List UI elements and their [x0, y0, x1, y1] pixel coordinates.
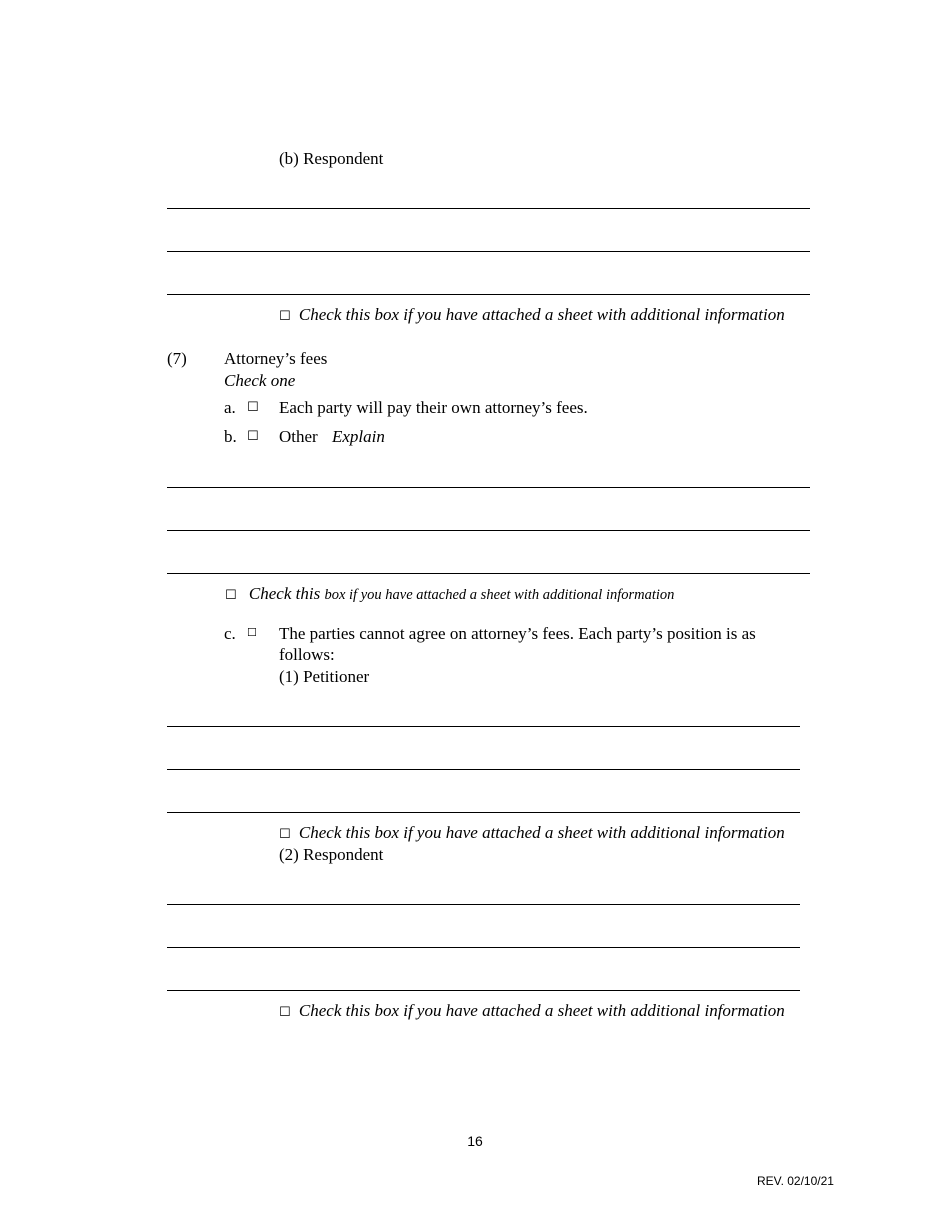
- attachment-notice-rest: box if you have attached a sheet with additional information: [324, 587, 675, 603]
- attachment-notice: [279, 304, 785, 327]
- option-b-text: [279, 426, 385, 447]
- option-c-letter: c.: [224, 624, 236, 643]
- option-c-text-line1: The parties cannot agree on attorney’s fees. Each party’s position is as: [279, 624, 756, 643]
- answer-line[interactable]: [167, 530, 810, 531]
- attachment-notice: [279, 1000, 785, 1023]
- option-a-letter: a.: [224, 398, 236, 417]
- checkbox-icon[interactable]: ☐: [279, 309, 291, 324]
- checkbox-icon[interactable]: ☐: [279, 1005, 291, 1020]
- answer-line[interactable]: [167, 769, 800, 770]
- answer-line[interactable]: [167, 208, 810, 209]
- option-b-checkbox[interactable]: ☐: [247, 429, 259, 444]
- revision-date: REV. 02/10/21: [757, 1174, 834, 1188]
- answer-line[interactable]: [167, 294, 810, 295]
- petitioner-heading: (1) Petitioner: [279, 667, 370, 686]
- option-c-checkbox[interactable]: ☐: [247, 626, 257, 639]
- respondent-subheading: (2) Respondent: [279, 845, 384, 864]
- answer-line[interactable]: [167, 990, 800, 991]
- page-number: 16: [467, 1133, 483, 1149]
- attachment-notice-text: Check this box if you have attached a sheet with additional information: [298, 305, 785, 324]
- section-title: Attorney’s fees: [224, 349, 328, 368]
- answer-line[interactable]: [167, 812, 800, 813]
- option-a-text: Each party will pay their own attorney’s fees.: [279, 398, 588, 417]
- option-a-checkbox[interactable]: ☐: [247, 400, 259, 415]
- answer-line[interactable]: [167, 726, 800, 727]
- section-instruction: Check one: [224, 371, 296, 390]
- option-c-text-line2: follows:: [279, 645, 335, 664]
- section-number: (7): [167, 349, 187, 368]
- answer-line[interactable]: [167, 487, 810, 488]
- option-b-label: Other: [279, 427, 318, 446]
- option-b-letter: b.: [224, 427, 237, 446]
- attachment-notice: [225, 583, 674, 606]
- answer-line[interactable]: [167, 904, 800, 905]
- respondent-heading: (b) Respondent: [279, 149, 384, 168]
- option-b-hint: Explain: [331, 427, 385, 446]
- checkbox-icon[interactable]: ☐: [279, 827, 291, 842]
- checkbox-icon[interactable]: ☐: [225, 588, 237, 603]
- answer-line[interactable]: [167, 573, 810, 574]
- answer-line[interactable]: [167, 251, 810, 252]
- answer-line[interactable]: [167, 947, 800, 948]
- attachment-notice: [279, 822, 785, 845]
- attachment-notice-text: Check this box if you have attached a sheet with additional information: [298, 823, 785, 842]
- attachment-notice-text: Check this box if you have attached a sheet with additional information: [298, 1001, 785, 1020]
- attachment-notice-lead: Check this: [248, 584, 321, 603]
